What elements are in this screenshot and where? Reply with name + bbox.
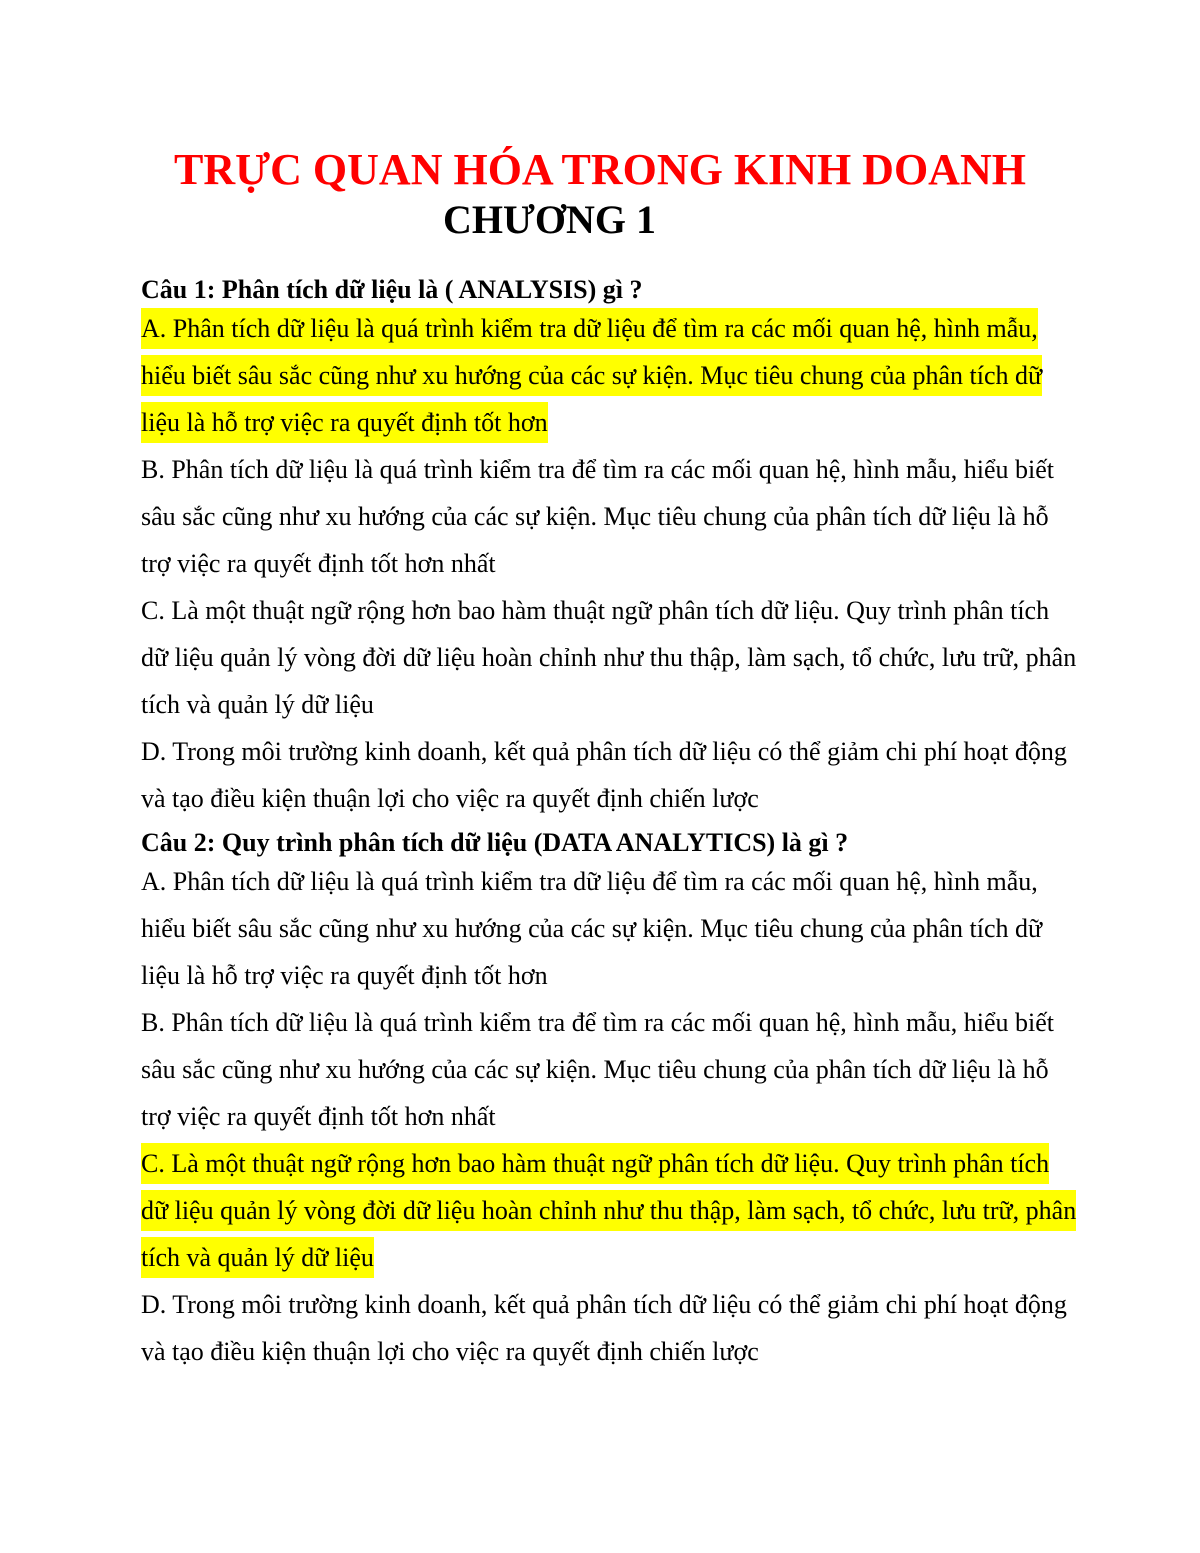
answer-option-b <box>141 999 1081 1140</box>
answer-text: D. Trong môi trường kinh doanh, kết quả phân tích dữ liệu có thể giảm chi phí hoạt động và tạo điều kiện thuận lợi cho việc ra quyết định chiến lược <box>141 1290 1067 1366</box>
answer-text: C. Là một thuật ngữ rộng hơn bao hàm thuật ngữ phân tích dữ liệu. Quy trình phân tích dữ liệu quản lý vòng đời dữ liệu hoàn chỉnh như thu thập, làm sạch, tổ chức, lưu trữ, phân tích và quản lý dữ liệu <box>141 1143 1076 1278</box>
question-title: Câu 1: Phân tích dữ liệu là ( ANALYSIS) gì ? <box>141 275 643 304</box>
question-1 <box>141 275 1081 822</box>
answer-text: B. Phân tích dữ liệu là quá trình kiểm tra để tìm ra các mối quan hệ, hình mẫu, hiểu biết sâu sắc cũng như xu hướng của các sự kiện. Mục tiêu chung của phân tích dữ liệu là hỗ trợ việc ra quyết định tốt hơn nhất <box>141 455 1055 578</box>
answer-text: D. Trong môi trường kinh doanh, kết quả phân tích dữ liệu có thể giảm chi phí hoạt động và tạo điều kiện thuận lợi cho việc ra quyết định chiến lược <box>141 737 1067 813</box>
answer-option-d <box>141 1281 1081 1375</box>
question-title: Câu 2: Quy trình phân tích dữ liệu (DATA ANALYTICS) là gì ? <box>141 828 849 857</box>
answer-option-c <box>141 587 1081 728</box>
answer-text: A. Phân tích dữ liệu là quá trình kiểm tra dữ liệu để tìm ra các mối quan hệ, hình mẫu, hiểu biết sâu sắc cũng như xu hướng của các sự kiện. Mục tiêu chung của phân tích dữ liệu là hỗ trợ việc ra quyết định tốt hơn <box>141 867 1043 990</box>
answer-option-a <box>141 858 1081 999</box>
answer-option-c <box>141 1140 1081 1281</box>
answer-text: B. Phân tích dữ liệu là quá trình kiểm tra để tìm ra các mối quan hệ, hình mẫu, hiểu biết sâu sắc cũng như xu hướng của các sự kiện. Mục tiêu chung của phân tích dữ liệu là hỗ trợ việc ra quyết định tốt hơn nhất <box>141 1008 1055 1131</box>
answer-text: C. Là một thuật ngữ rộng hơn bao hàm thuật ngữ phân tích dữ liệu. Quy trình phân tích dữ liệu quản lý vòng đời dữ liệu hoàn chỉnh như thu thập, làm sạch, tổ chức, lưu trữ, phân tích và quản lý dữ liệu <box>141 596 1077 719</box>
answer-text: A. Phân tích dữ liệu là quá trình kiểm tra dữ liệu để tìm ra các mối quan hệ, hình mẫu, hiểu biết sâu sắc cũng như xu hướng của các sự kiện. Mục tiêu chung của phân tích dữ liệu là hỗ trợ việc ra quyết định tốt hơn <box>141 308 1042 443</box>
answer-option-b <box>141 446 1081 587</box>
chapter-heading: CHƯƠNG 1 <box>443 197 656 242</box>
document-title: TRỰC QUAN HÓA TRONG KINH DOANH <box>174 145 1026 194</box>
question-2 <box>141 828 1081 1375</box>
answer-option-a <box>141 305 1081 446</box>
answer-option-d <box>141 728 1081 822</box>
